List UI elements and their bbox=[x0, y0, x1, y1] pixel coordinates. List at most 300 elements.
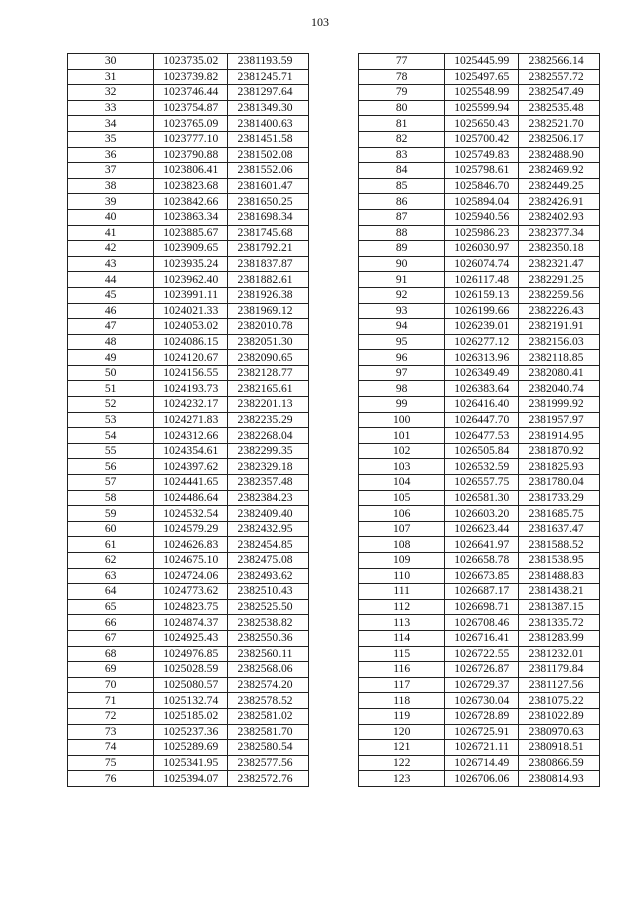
point-number-cell: 63 bbox=[68, 568, 154, 584]
y-coordinate-cell: 2381502.08 bbox=[228, 147, 309, 163]
y-coordinate-cell: 2381745.68 bbox=[228, 225, 309, 241]
table-row bbox=[68, 740, 309, 756]
x-coordinate-cell: 1026313.96 bbox=[445, 350, 519, 366]
point-number-cell: 59 bbox=[68, 506, 154, 522]
y-coordinate-cell: 2382577.56 bbox=[228, 755, 309, 771]
point-number-cell: 60 bbox=[68, 521, 154, 537]
table-row bbox=[359, 568, 600, 584]
point-number-cell: 92 bbox=[359, 287, 445, 303]
table-row bbox=[68, 100, 309, 116]
table-row bbox=[68, 69, 309, 85]
point-number-cell: 76 bbox=[68, 771, 154, 787]
x-coordinate-cell: 1023909.65 bbox=[154, 241, 228, 257]
y-coordinate-cell: 2381825.93 bbox=[519, 459, 600, 475]
table-row bbox=[359, 381, 600, 397]
point-number-cell: 113 bbox=[359, 615, 445, 631]
table-row bbox=[359, 475, 600, 491]
table-row bbox=[359, 303, 600, 319]
point-number-cell: 42 bbox=[68, 241, 154, 257]
y-coordinate-cell: 2382409.40 bbox=[228, 506, 309, 522]
x-coordinate-cell: 1023842.66 bbox=[154, 194, 228, 210]
y-coordinate-cell: 2382566.14 bbox=[519, 54, 600, 70]
point-number-cell: 95 bbox=[359, 334, 445, 350]
point-number-cell: 30 bbox=[68, 54, 154, 70]
table-row bbox=[359, 630, 600, 646]
y-coordinate-cell: 2380970.63 bbox=[519, 724, 600, 740]
x-coordinate-cell: 1026117.48 bbox=[445, 272, 519, 288]
y-coordinate-cell: 2382535.48 bbox=[519, 100, 600, 116]
point-number-cell: 33 bbox=[68, 100, 154, 116]
table-row bbox=[359, 490, 600, 506]
x-coordinate-cell: 1026722.55 bbox=[445, 646, 519, 662]
y-coordinate-cell: 2382521.70 bbox=[519, 116, 600, 132]
y-coordinate-cell: 2381780.04 bbox=[519, 475, 600, 491]
table-row bbox=[68, 568, 309, 584]
table-row bbox=[359, 85, 600, 101]
x-coordinate-cell: 1023962.40 bbox=[154, 272, 228, 288]
y-coordinate-cell: 2381022.89 bbox=[519, 708, 600, 724]
point-number-cell: 45 bbox=[68, 287, 154, 303]
table-row bbox=[359, 521, 600, 537]
x-coordinate-cell: 1026706.06 bbox=[445, 771, 519, 787]
y-coordinate-cell: 2382291.25 bbox=[519, 272, 600, 288]
y-coordinate-cell: 2382235.29 bbox=[228, 412, 309, 428]
x-coordinate-cell: 1026447.70 bbox=[445, 412, 519, 428]
point-number-cell: 31 bbox=[68, 69, 154, 85]
y-coordinate-cell: 2381698.34 bbox=[228, 209, 309, 225]
table-row bbox=[68, 755, 309, 771]
y-coordinate-cell: 2381685.75 bbox=[519, 506, 600, 522]
y-coordinate-cell: 2380814.93 bbox=[519, 771, 600, 787]
y-coordinate-cell: 2381637.47 bbox=[519, 521, 600, 537]
x-coordinate-cell: 1025894.04 bbox=[445, 194, 519, 210]
point-number-cell: 107 bbox=[359, 521, 445, 537]
y-coordinate-cell: 2382118.85 bbox=[519, 350, 600, 366]
x-coordinate-cell: 1023790.88 bbox=[154, 147, 228, 163]
x-coordinate-cell: 1026603.20 bbox=[445, 506, 519, 522]
x-coordinate-cell: 1023735.02 bbox=[154, 54, 228, 70]
y-coordinate-cell: 2382299.35 bbox=[228, 443, 309, 459]
table-row bbox=[68, 163, 309, 179]
point-number-cell: 56 bbox=[68, 459, 154, 475]
x-coordinate-cell: 1026199.66 bbox=[445, 303, 519, 319]
point-number-cell: 44 bbox=[68, 272, 154, 288]
table-row bbox=[68, 693, 309, 709]
point-number-cell: 114 bbox=[359, 630, 445, 646]
table-row bbox=[359, 397, 600, 413]
table-row bbox=[68, 708, 309, 724]
y-coordinate-cell: 2382426.91 bbox=[519, 194, 600, 210]
y-coordinate-cell: 2382329.18 bbox=[228, 459, 309, 475]
point-number-cell: 83 bbox=[359, 147, 445, 163]
y-coordinate-cell: 2382475.08 bbox=[228, 553, 309, 569]
x-coordinate-cell: 1026658.78 bbox=[445, 553, 519, 569]
x-coordinate-cell: 1025341.95 bbox=[154, 755, 228, 771]
x-coordinate-cell: 1026687.17 bbox=[445, 584, 519, 600]
y-coordinate-cell: 2381882.61 bbox=[228, 272, 309, 288]
y-coordinate-cell: 2381400.63 bbox=[228, 116, 309, 132]
table-row bbox=[359, 771, 600, 787]
x-coordinate-cell: 1023765.09 bbox=[154, 116, 228, 132]
y-coordinate-cell: 2381179.84 bbox=[519, 662, 600, 678]
coordinates-table-left bbox=[67, 53, 309, 787]
y-coordinate-cell: 2382259.56 bbox=[519, 287, 600, 303]
x-coordinate-cell: 1024441.65 bbox=[154, 475, 228, 491]
point-number-cell: 93 bbox=[359, 303, 445, 319]
x-coordinate-cell: 1026239.01 bbox=[445, 319, 519, 335]
x-coordinate-cell: 1024021.33 bbox=[154, 303, 228, 319]
point-number-cell: 37 bbox=[68, 163, 154, 179]
y-coordinate-cell: 2382525.50 bbox=[228, 599, 309, 615]
table-row bbox=[68, 365, 309, 381]
x-coordinate-cell: 1024976.85 bbox=[154, 646, 228, 662]
y-coordinate-cell: 2381387.15 bbox=[519, 599, 600, 615]
x-coordinate-cell: 1026708.46 bbox=[445, 615, 519, 631]
table-row bbox=[68, 334, 309, 350]
table-row bbox=[68, 381, 309, 397]
x-coordinate-cell: 1025798.61 bbox=[445, 163, 519, 179]
x-coordinate-cell: 1025445.99 bbox=[445, 54, 519, 70]
table-body-left bbox=[68, 54, 309, 787]
y-coordinate-cell: 2381969.12 bbox=[228, 303, 309, 319]
x-coordinate-cell: 1026641.97 bbox=[445, 537, 519, 553]
x-coordinate-cell: 1026728.89 bbox=[445, 708, 519, 724]
table-row bbox=[359, 615, 600, 631]
x-coordinate-cell: 1026729.37 bbox=[445, 677, 519, 693]
point-number-cell: 105 bbox=[359, 490, 445, 506]
point-number-cell: 111 bbox=[359, 584, 445, 600]
y-coordinate-cell: 2382488.90 bbox=[519, 147, 600, 163]
x-coordinate-cell: 1024354.61 bbox=[154, 443, 228, 459]
x-coordinate-cell: 1026730.04 bbox=[445, 693, 519, 709]
point-number-cell: 53 bbox=[68, 412, 154, 428]
table-row bbox=[68, 54, 309, 70]
point-number-cell: 39 bbox=[68, 194, 154, 210]
x-coordinate-cell: 1024397.62 bbox=[154, 459, 228, 475]
y-coordinate-cell: 2381297.64 bbox=[228, 85, 309, 101]
table-row bbox=[68, 303, 309, 319]
point-number-cell: 112 bbox=[359, 599, 445, 615]
table-row bbox=[359, 100, 600, 116]
y-coordinate-cell: 2382040.74 bbox=[519, 381, 600, 397]
y-coordinate-cell: 2382090.65 bbox=[228, 350, 309, 366]
table-row bbox=[359, 708, 600, 724]
point-number-cell: 86 bbox=[359, 194, 445, 210]
x-coordinate-cell: 1025548.99 bbox=[445, 85, 519, 101]
table-row bbox=[359, 428, 600, 444]
table-row bbox=[68, 490, 309, 506]
y-coordinate-cell: 2382538.82 bbox=[228, 615, 309, 631]
y-coordinate-cell: 2381538.95 bbox=[519, 553, 600, 569]
table-row bbox=[359, 459, 600, 475]
y-coordinate-cell: 2381193.59 bbox=[228, 54, 309, 70]
x-coordinate-cell: 1024271.83 bbox=[154, 412, 228, 428]
point-number-cell: 96 bbox=[359, 350, 445, 366]
table-row bbox=[359, 334, 600, 350]
x-coordinate-cell: 1025289.69 bbox=[154, 740, 228, 756]
point-number-cell: 51 bbox=[68, 381, 154, 397]
x-coordinate-cell: 1026477.53 bbox=[445, 428, 519, 444]
point-number-cell: 100 bbox=[359, 412, 445, 428]
table-row bbox=[68, 225, 309, 241]
table-row bbox=[68, 85, 309, 101]
point-number-cell: 116 bbox=[359, 662, 445, 678]
y-coordinate-cell: 2382506.17 bbox=[519, 131, 600, 147]
table-row bbox=[359, 506, 600, 522]
point-number-cell: 36 bbox=[68, 147, 154, 163]
x-coordinate-cell: 1025497.65 bbox=[445, 69, 519, 85]
y-coordinate-cell: 2382268.04 bbox=[228, 428, 309, 444]
table-row bbox=[68, 241, 309, 257]
y-coordinate-cell: 2381733.29 bbox=[519, 490, 600, 506]
y-coordinate-cell: 2381926.38 bbox=[228, 287, 309, 303]
table-row bbox=[68, 428, 309, 444]
y-coordinate-cell: 2382469.92 bbox=[519, 163, 600, 179]
x-coordinate-cell: 1026698.71 bbox=[445, 599, 519, 615]
y-coordinate-cell: 2382568.06 bbox=[228, 662, 309, 678]
point-number-cell: 80 bbox=[359, 100, 445, 116]
x-coordinate-cell: 1025599.94 bbox=[445, 100, 519, 116]
x-coordinate-cell: 1023739.82 bbox=[154, 69, 228, 85]
point-number-cell: 47 bbox=[68, 319, 154, 335]
table-row bbox=[359, 194, 600, 210]
table-row bbox=[359, 724, 600, 740]
table-row bbox=[359, 412, 600, 428]
y-coordinate-cell: 2381451.58 bbox=[228, 131, 309, 147]
x-coordinate-cell: 1026673.85 bbox=[445, 568, 519, 584]
point-number-cell: 119 bbox=[359, 708, 445, 724]
x-coordinate-cell: 1026532.59 bbox=[445, 459, 519, 475]
point-number-cell: 58 bbox=[68, 490, 154, 506]
x-coordinate-cell: 1026581.30 bbox=[445, 490, 519, 506]
y-coordinate-cell: 2381650.25 bbox=[228, 194, 309, 210]
y-coordinate-cell: 2381588.52 bbox=[519, 537, 600, 553]
table-row bbox=[68, 147, 309, 163]
x-coordinate-cell: 1024193.73 bbox=[154, 381, 228, 397]
x-coordinate-cell: 1024086.15 bbox=[154, 334, 228, 350]
point-number-cell: 88 bbox=[359, 225, 445, 241]
y-coordinate-cell: 2381837.87 bbox=[228, 256, 309, 272]
table-row bbox=[68, 397, 309, 413]
table-row bbox=[68, 194, 309, 210]
x-coordinate-cell: 1023991.11 bbox=[154, 287, 228, 303]
x-coordinate-cell: 1024120.67 bbox=[154, 350, 228, 366]
x-coordinate-cell: 1026725.91 bbox=[445, 724, 519, 740]
point-number-cell: 123 bbox=[359, 771, 445, 787]
point-number-cell: 84 bbox=[359, 163, 445, 179]
x-coordinate-cell: 1024874.37 bbox=[154, 615, 228, 631]
x-coordinate-cell: 1025846.70 bbox=[445, 178, 519, 194]
y-coordinate-cell: 2382080.41 bbox=[519, 365, 600, 381]
x-coordinate-cell: 1024773.62 bbox=[154, 584, 228, 600]
y-coordinate-cell: 2382454.85 bbox=[228, 537, 309, 553]
y-coordinate-cell: 2381957.97 bbox=[519, 412, 600, 428]
point-number-cell: 109 bbox=[359, 553, 445, 569]
y-coordinate-cell: 2381999.92 bbox=[519, 397, 600, 413]
y-coordinate-cell: 2382156.03 bbox=[519, 334, 600, 350]
x-coordinate-cell: 1024232.17 bbox=[154, 397, 228, 413]
table-row bbox=[68, 646, 309, 662]
table-row bbox=[68, 412, 309, 428]
x-coordinate-cell: 1024823.75 bbox=[154, 599, 228, 615]
point-number-cell: 99 bbox=[359, 397, 445, 413]
table-row bbox=[68, 475, 309, 491]
point-number-cell: 34 bbox=[68, 116, 154, 132]
y-coordinate-cell: 2382350.18 bbox=[519, 241, 600, 257]
table-row bbox=[68, 521, 309, 537]
point-number-cell: 121 bbox=[359, 740, 445, 756]
x-coordinate-cell: 1023885.67 bbox=[154, 225, 228, 241]
point-number-cell: 102 bbox=[359, 443, 445, 459]
y-coordinate-cell: 2381232.01 bbox=[519, 646, 600, 662]
x-coordinate-cell: 1025394.07 bbox=[154, 771, 228, 787]
point-number-cell: 85 bbox=[359, 178, 445, 194]
point-number-cell: 122 bbox=[359, 755, 445, 771]
x-coordinate-cell: 1025028.59 bbox=[154, 662, 228, 678]
table-row bbox=[68, 771, 309, 787]
point-number-cell: 48 bbox=[68, 334, 154, 350]
y-coordinate-cell: 2380918.51 bbox=[519, 740, 600, 756]
y-coordinate-cell: 2382547.49 bbox=[519, 85, 600, 101]
y-coordinate-cell: 2382226.43 bbox=[519, 303, 600, 319]
x-coordinate-cell: 1026714.49 bbox=[445, 755, 519, 771]
y-coordinate-cell: 2382377.34 bbox=[519, 225, 600, 241]
y-coordinate-cell: 2382384.23 bbox=[228, 490, 309, 506]
point-number-cell: 61 bbox=[68, 537, 154, 553]
x-coordinate-cell: 1023777.10 bbox=[154, 131, 228, 147]
point-number-cell: 77 bbox=[359, 54, 445, 70]
point-number-cell: 32 bbox=[68, 85, 154, 101]
table-row bbox=[359, 131, 600, 147]
point-number-cell: 103 bbox=[359, 459, 445, 475]
table-row bbox=[68, 677, 309, 693]
table-row bbox=[68, 459, 309, 475]
table-row bbox=[68, 584, 309, 600]
table-row bbox=[359, 287, 600, 303]
table-row bbox=[68, 319, 309, 335]
table-row bbox=[359, 272, 600, 288]
x-coordinate-cell: 1025185.02 bbox=[154, 708, 228, 724]
x-coordinate-cell: 1025986.23 bbox=[445, 225, 519, 241]
point-number-cell: 104 bbox=[359, 475, 445, 491]
point-number-cell: 71 bbox=[68, 693, 154, 709]
x-coordinate-cell: 1026383.64 bbox=[445, 381, 519, 397]
point-number-cell: 35 bbox=[68, 131, 154, 147]
table-row bbox=[359, 553, 600, 569]
point-number-cell: 41 bbox=[68, 225, 154, 241]
table-row bbox=[359, 443, 600, 459]
x-coordinate-cell: 1023863.34 bbox=[154, 209, 228, 225]
point-number-cell: 64 bbox=[68, 584, 154, 600]
table-row bbox=[359, 740, 600, 756]
table-row bbox=[359, 662, 600, 678]
y-coordinate-cell: 2382574.20 bbox=[228, 677, 309, 693]
table-row bbox=[359, 163, 600, 179]
y-coordinate-cell: 2381870.92 bbox=[519, 443, 600, 459]
x-coordinate-cell: 1023754.87 bbox=[154, 100, 228, 116]
point-number-cell: 97 bbox=[359, 365, 445, 381]
y-coordinate-cell: 2382321.47 bbox=[519, 256, 600, 272]
y-coordinate-cell: 2382128.77 bbox=[228, 365, 309, 381]
y-coordinate-cell: 2381438.21 bbox=[519, 584, 600, 600]
table-row bbox=[68, 443, 309, 459]
table-row bbox=[359, 755, 600, 771]
x-coordinate-cell: 1026030.97 bbox=[445, 241, 519, 257]
x-coordinate-cell: 1025132.74 bbox=[154, 693, 228, 709]
point-number-cell: 101 bbox=[359, 428, 445, 444]
point-number-cell: 98 bbox=[359, 381, 445, 397]
table-row bbox=[359, 69, 600, 85]
y-coordinate-cell: 2381075.22 bbox=[519, 693, 600, 709]
table-row bbox=[68, 599, 309, 615]
point-number-cell: 106 bbox=[359, 506, 445, 522]
table-row bbox=[68, 506, 309, 522]
point-number-cell: 74 bbox=[68, 740, 154, 756]
table-row bbox=[68, 615, 309, 631]
y-coordinate-cell: 2381283.99 bbox=[519, 630, 600, 646]
y-coordinate-cell: 2382580.54 bbox=[228, 740, 309, 756]
coordinates-table-right bbox=[358, 53, 600, 787]
x-coordinate-cell: 1024579.29 bbox=[154, 521, 228, 537]
point-number-cell: 40 bbox=[68, 209, 154, 225]
page-number: 103 bbox=[311, 15, 329, 29]
point-number-cell: 108 bbox=[359, 537, 445, 553]
y-coordinate-cell: 2382578.52 bbox=[228, 693, 309, 709]
point-number-cell: 70 bbox=[68, 677, 154, 693]
x-coordinate-cell: 1024724.06 bbox=[154, 568, 228, 584]
y-coordinate-cell: 2382165.61 bbox=[228, 381, 309, 397]
table-row bbox=[68, 209, 309, 225]
table-row bbox=[359, 147, 600, 163]
point-number-cell: 117 bbox=[359, 677, 445, 693]
x-coordinate-cell: 1024053.02 bbox=[154, 319, 228, 335]
y-coordinate-cell: 2382493.62 bbox=[228, 568, 309, 584]
x-coordinate-cell: 1026277.12 bbox=[445, 334, 519, 350]
table-row bbox=[359, 116, 600, 132]
point-number-cell: 72 bbox=[68, 708, 154, 724]
point-number-cell: 75 bbox=[68, 755, 154, 771]
x-coordinate-cell: 1024312.66 bbox=[154, 428, 228, 444]
y-coordinate-cell: 2382581.02 bbox=[228, 708, 309, 724]
y-coordinate-cell: 2381792.21 bbox=[228, 241, 309, 257]
table-row bbox=[359, 178, 600, 194]
y-coordinate-cell: 2382449.25 bbox=[519, 178, 600, 194]
y-coordinate-cell: 2382357.48 bbox=[228, 475, 309, 491]
y-coordinate-cell: 2381335.72 bbox=[519, 615, 600, 631]
point-number-cell: 110 bbox=[359, 568, 445, 584]
y-coordinate-cell: 2381601.47 bbox=[228, 178, 309, 194]
y-coordinate-cell: 2381349.30 bbox=[228, 100, 309, 116]
table-row bbox=[68, 630, 309, 646]
x-coordinate-cell: 1026349.49 bbox=[445, 365, 519, 381]
point-number-cell: 81 bbox=[359, 116, 445, 132]
table-row bbox=[359, 319, 600, 335]
point-number-cell: 54 bbox=[68, 428, 154, 444]
y-coordinate-cell: 2382572.76 bbox=[228, 771, 309, 787]
table-row bbox=[68, 724, 309, 740]
table-row bbox=[68, 350, 309, 366]
point-number-cell: 52 bbox=[68, 397, 154, 413]
point-number-cell: 78 bbox=[359, 69, 445, 85]
y-coordinate-cell: 2381245.71 bbox=[228, 69, 309, 85]
point-number-cell: 43 bbox=[68, 256, 154, 272]
x-coordinate-cell: 1023806.41 bbox=[154, 163, 228, 179]
table-row bbox=[68, 131, 309, 147]
x-coordinate-cell: 1024626.83 bbox=[154, 537, 228, 553]
x-coordinate-cell: 1023935.24 bbox=[154, 256, 228, 272]
point-number-cell: 82 bbox=[359, 131, 445, 147]
y-coordinate-cell: 2382560.11 bbox=[228, 646, 309, 662]
